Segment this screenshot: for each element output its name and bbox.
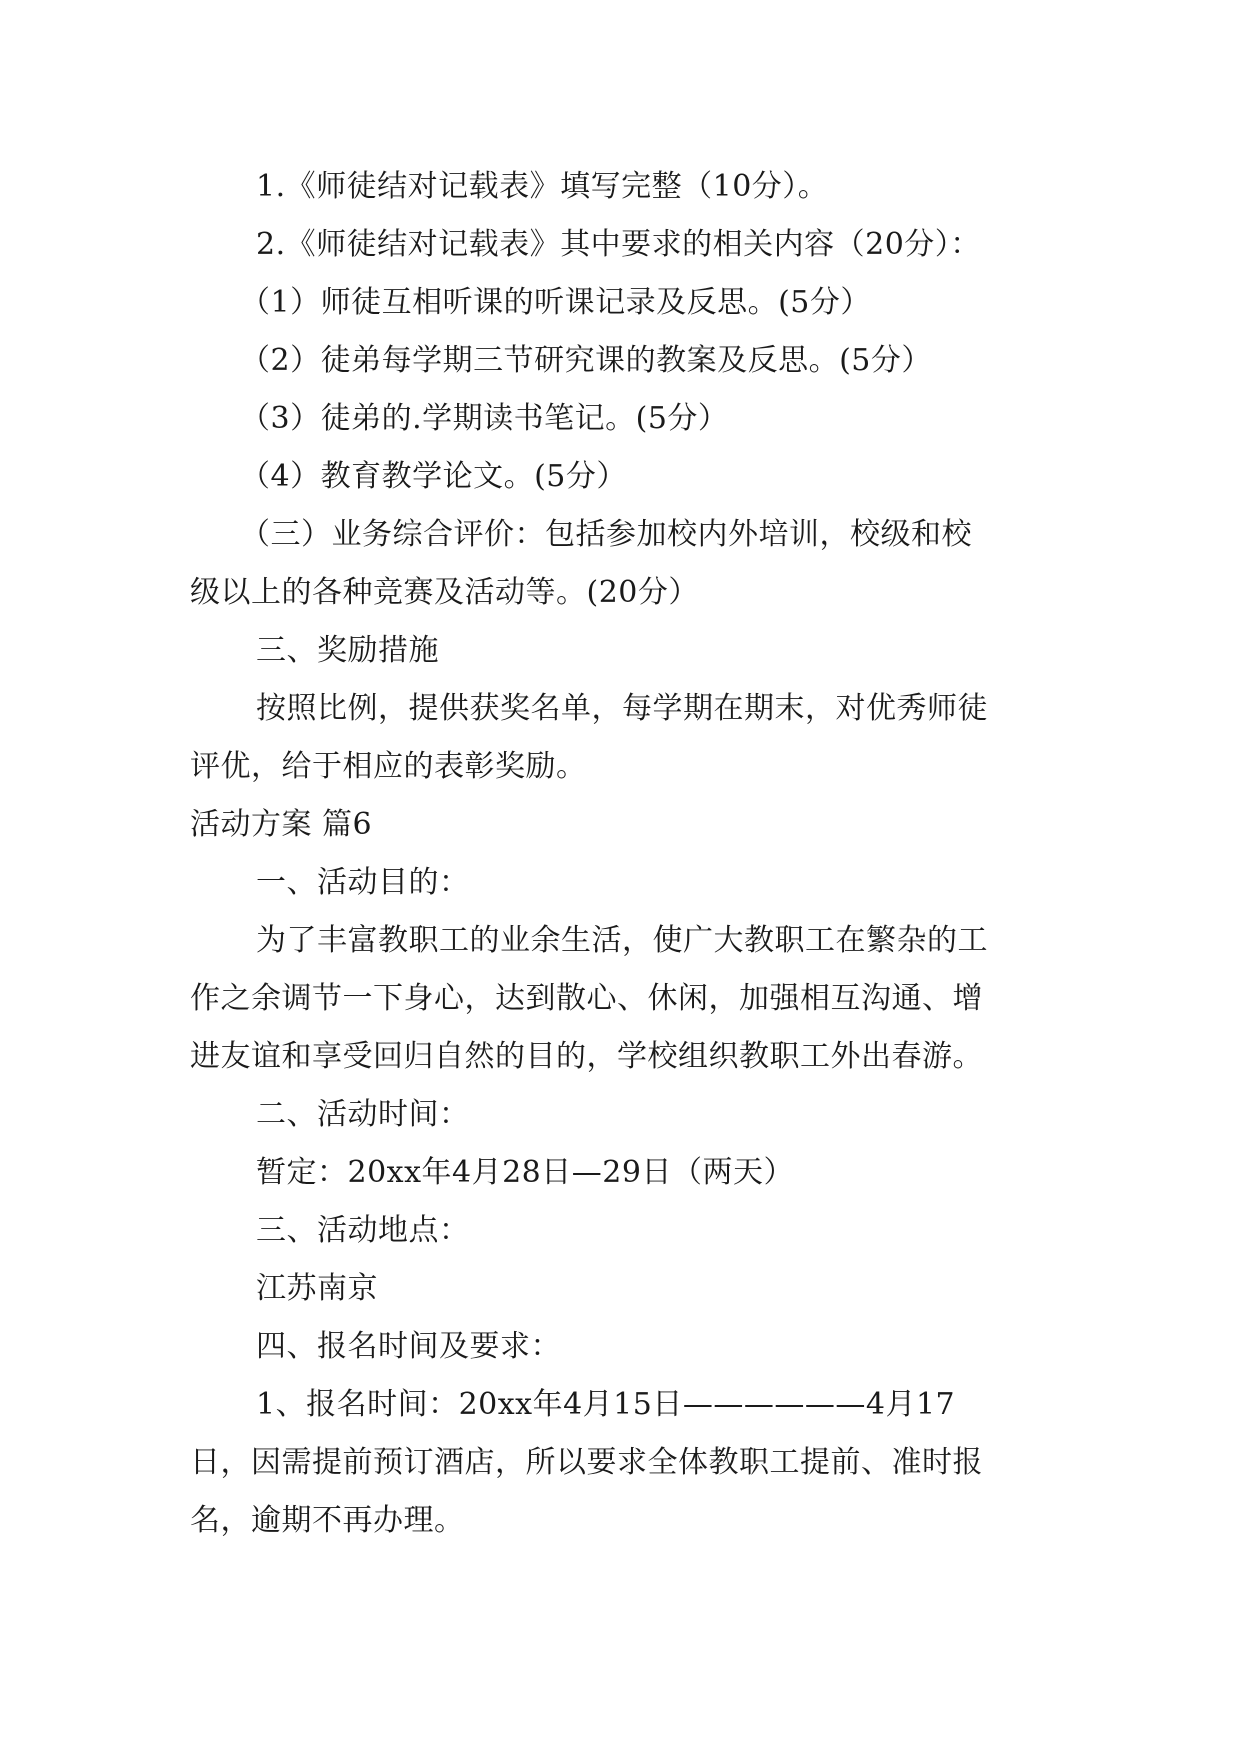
document-body <box>190 158 1060 1550</box>
section-heading: 三、奖励措施 <box>256 633 439 668</box>
paragraph-line: 级以上的各种竞赛及活动等。(20分） <box>190 575 699 610</box>
paragraph-line: 江苏南京 <box>256 1271 378 1306</box>
paragraph-line: 日，因需提前预订酒店，所以要求全体教职工提前、准时报 <box>190 1445 983 1480</box>
section-heading: 四、报名时间及要求： <box>256 1329 561 1364</box>
paragraph-line: 1.《师徒结对记载表》填写完整（10分）。 <box>256 169 829 204</box>
paragraph-line: 作之余调节一下身心，达到散心、休闲，加强相互沟通、增 <box>190 981 983 1016</box>
paragraph-line: （三）业务综合评价：包括参加校内外培训，校级和校 <box>240 517 972 552</box>
section-heading: 一、活动目的： <box>256 865 470 900</box>
paragraph-line: 评优，给于相应的表彰奖励。 <box>190 749 587 784</box>
paragraph-line: 进友谊和享受回归自然的目的，学校组织教职工外出春游。 <box>190 1039 983 1074</box>
paragraph-line: 1、报名时间：20xx年4月15日——————4月17 <box>256 1387 956 1422</box>
paragraph-line: 名，逾期不再办理。 <box>190 1503 465 1538</box>
paragraph-line: （4）教育教学论文。(5分） <box>240 459 627 494</box>
paragraph-line: 2.《师徒结对记载表》其中要求的相关内容（20分）： <box>256 227 981 262</box>
paragraph-line: 按照比例，提供获奖名单，每学期在期末，对优秀师徒 <box>256 691 988 726</box>
document-title: 活动方案 篇6 <box>190 807 373 842</box>
paragraph-line: 暂定：20xx年4月28日—29日（两天） <box>256 1155 794 1190</box>
section-heading: 二、活动时间： <box>256 1097 470 1132</box>
paragraph-line: 为了丰富教职工的业余生活，使广大教职工在繁杂的工 <box>256 923 988 958</box>
paragraph-line: （2）徒弟每学期三节研究课的教案及反思。(5分） <box>240 343 932 378</box>
paragraph-line: （3）徒弟的.学期读书笔记。(5分） <box>240 401 729 436</box>
paragraph-line: （1）师徒互相听课的听课记录及反思。(5分） <box>240 285 871 320</box>
section-heading: 三、活动地点： <box>256 1213 470 1248</box>
